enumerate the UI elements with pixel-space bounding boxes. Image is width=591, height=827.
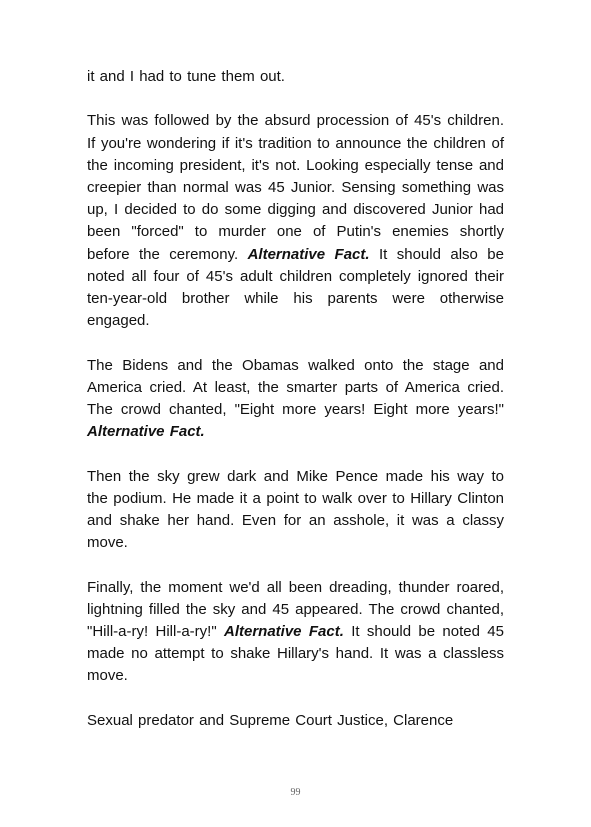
alternative-fact-emphasis: Alternative Fact. (247, 245, 370, 263)
alternative-fact-emphasis: Alternative Fact. (87, 423, 205, 441)
paragraph-4 (87, 466, 504, 555)
paragraph-6 (87, 710, 504, 732)
text-segment: It should also be noted all four of 45's adult children completely ignored their ten-year-old brother while his parents were otherwise engaged. (87, 245, 504, 330)
paragraph-5 (87, 577, 504, 688)
paragraph-1 (87, 66, 504, 88)
paragraph-2 (87, 110, 504, 332)
text-segment: This was followed by the absurd procession of 45's children. If you're wondering if it's tradition to announce the children of the incoming president, it's not. Looking especially tense and creepier than normal was 45 Junior. Sensing something was up, I decided to do some digging and discovered Junior had been "forced" to murder one of Putin's enemies shortly before the ceremony. (87, 112, 504, 263)
paragraph-3 (87, 355, 504, 444)
alternative-fact-emphasis: Alternative Fact. (223, 623, 344, 641)
text-segment: Then the sky grew dark and Mike Pence made his way to the podium. He made it a point to walk over to Hillary Clinton and shake her hand. Even for an asshole, it was a classy move. (87, 467, 504, 552)
text-segment: Finally, the moment we'd all been dreading, thunder roared, lightning filled the sky and 45 appeared. The crowd chanted, "Hill-a-ry! Hill-a-ry!" (87, 578, 504, 641)
text-segment: The Bidens and the Obamas walked onto the stage and America cried. At least, the smarter parts of America cried. The crowd chanted, "Eight more years! Eight more years!" (87, 356, 504, 419)
body-text (87, 66, 504, 754)
text-segment: Sexual predator and Supreme Court Justice, Clarence (87, 711, 454, 729)
text-segment: It should be noted 45 made no attempt to shake Hillary's hand. It was a classless move. (87, 623, 504, 685)
page-number: 99 (290, 787, 301, 798)
text-segment: it and I had to tune them out. (87, 68, 285, 85)
